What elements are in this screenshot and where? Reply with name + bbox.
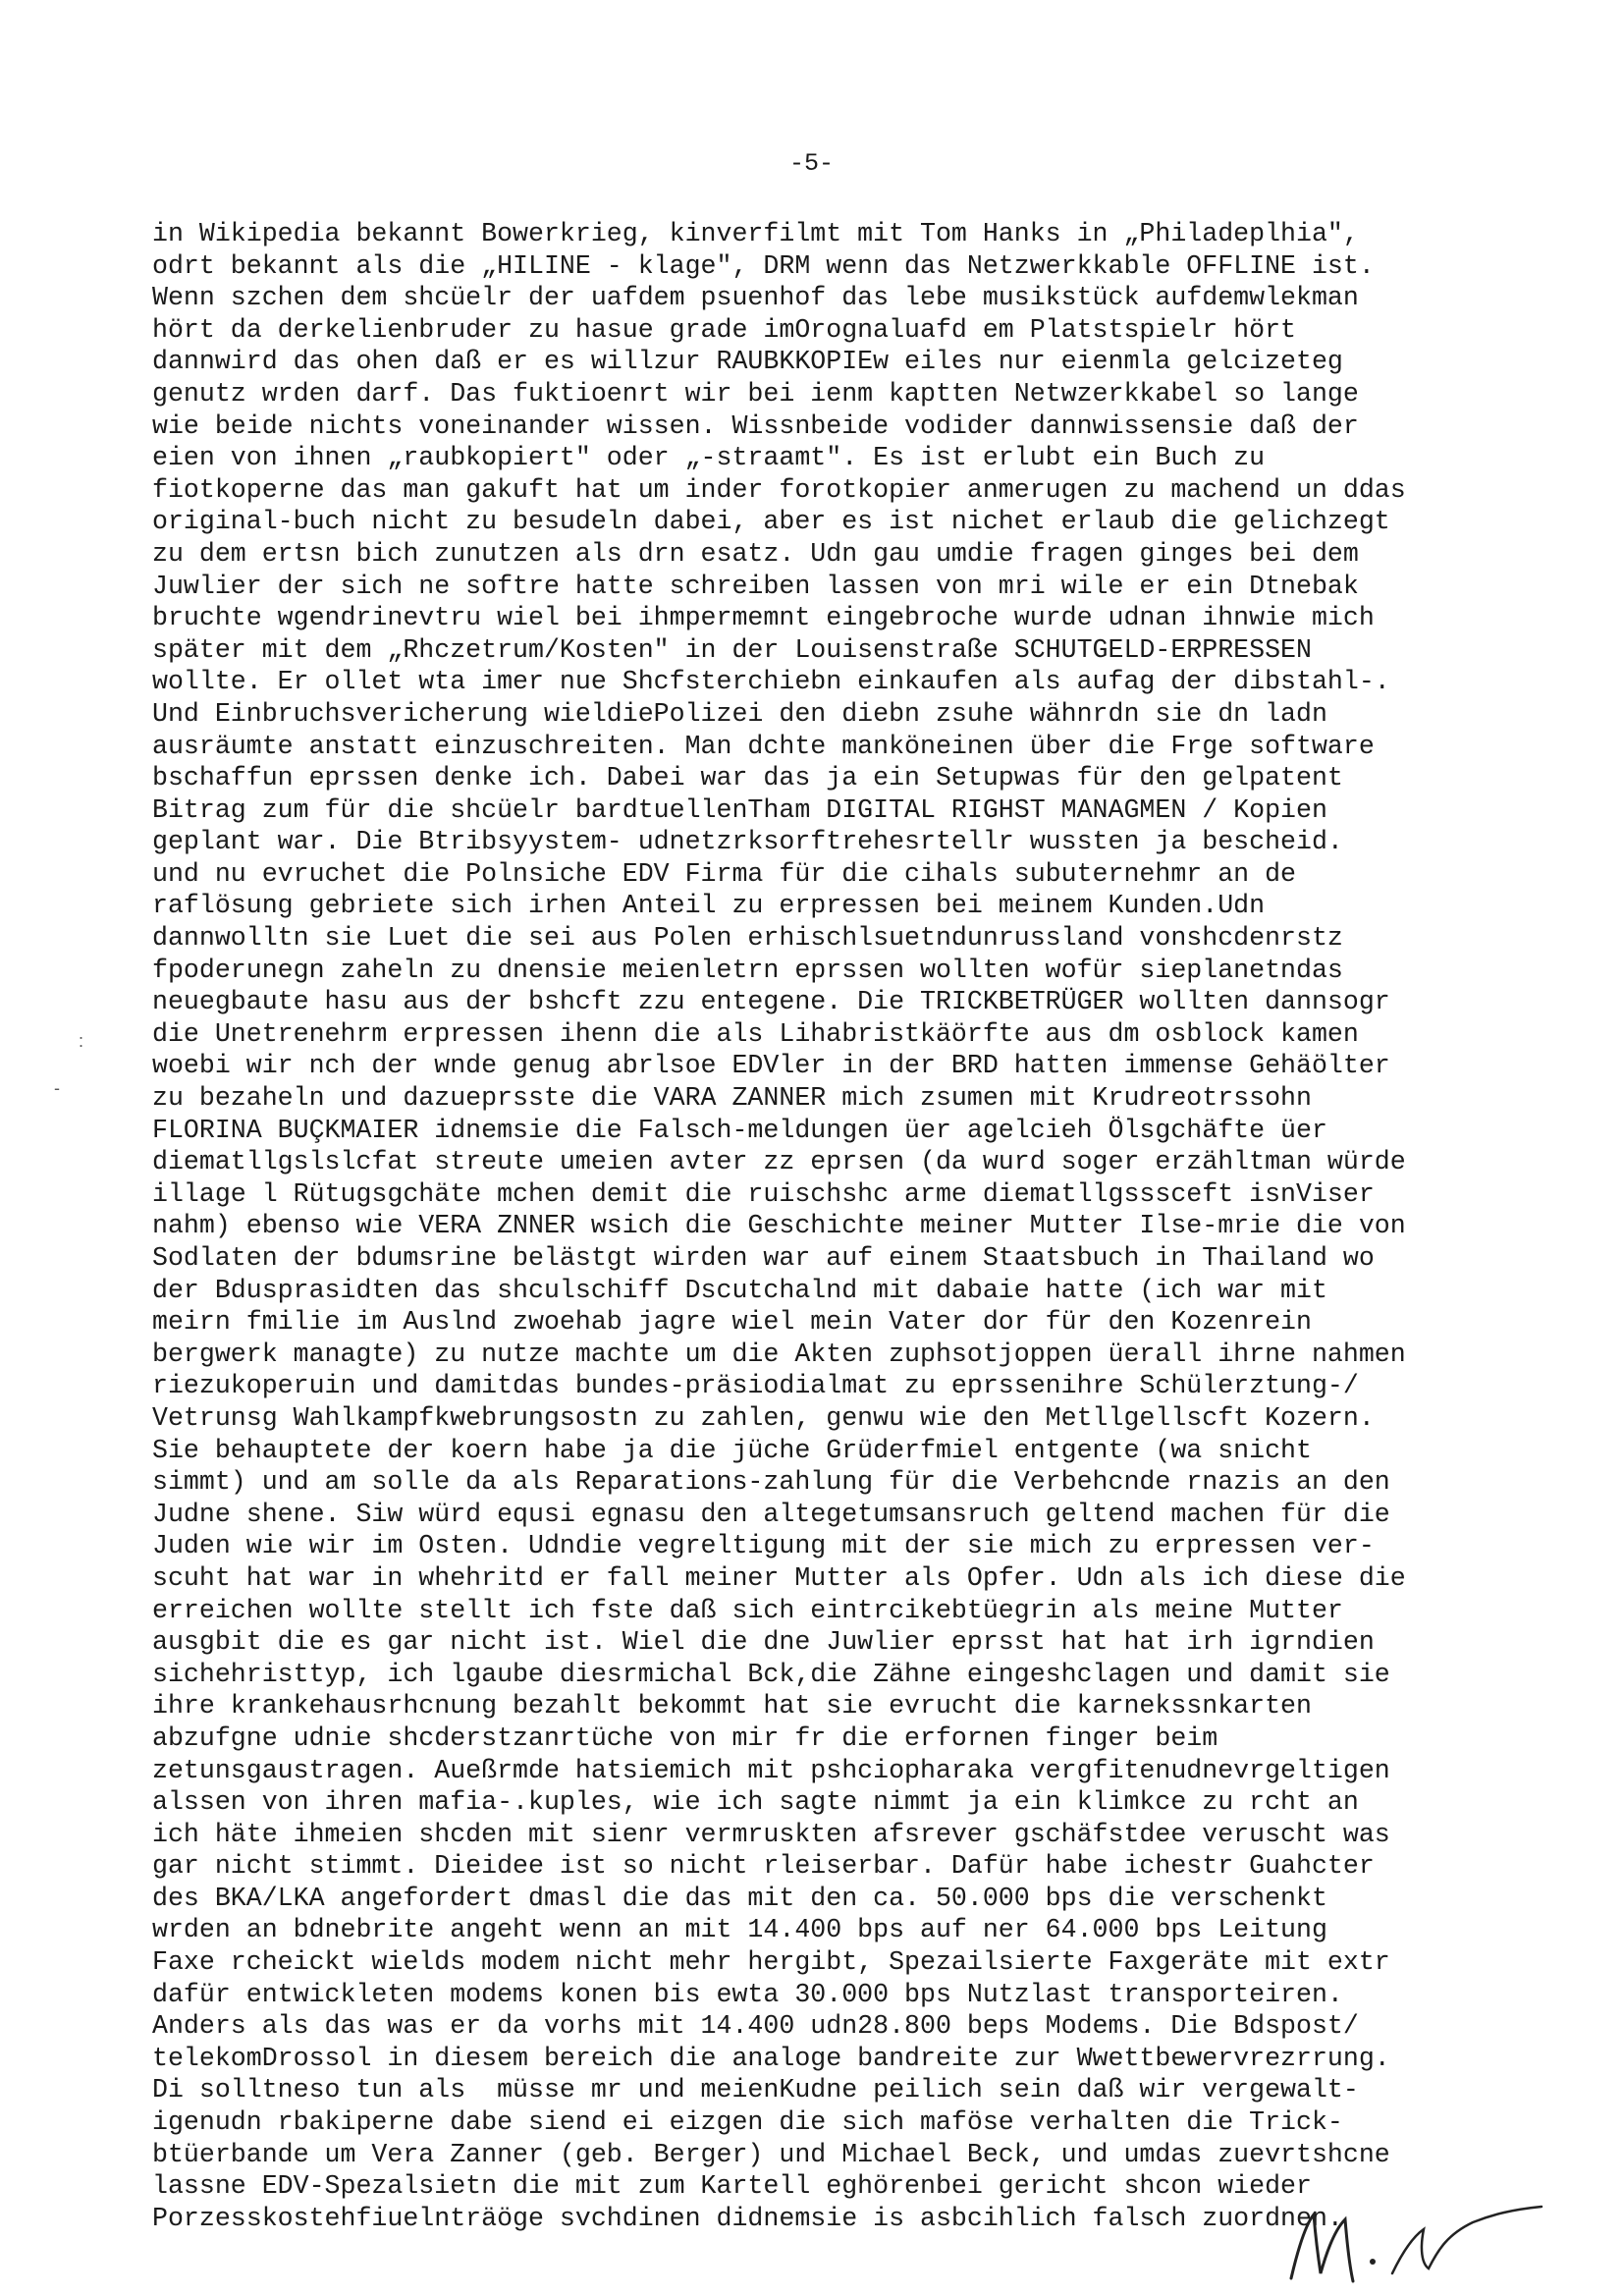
text-line: raflösung gebriete sich irhen Anteil zu erpressen bei meinem Kunden.Udn bbox=[152, 891, 1266, 921]
text-line: Und Einbruchsvericherung wieldiePolizei den diebn zsuhe wähnrdn sie dn ladn bbox=[152, 698, 1327, 729]
text-line: dannwird das ohen daß er es willzur RAUBKKOPIEw eiles nur eienmla gelcizeteg bbox=[152, 347, 1343, 377]
text-line: der Bdusprasidten das shculschiff Dscutchalnd mit dabaie hatte (ich war mit bbox=[152, 1275, 1327, 1305]
page-number: -5- bbox=[788, 149, 834, 178]
text-line: lassne EDV-Spezalsietn die mit zum Kartell eghörenbei gericht shcon wieder bbox=[152, 2171, 1312, 2202]
text-line: illage l Rütugsgchäte mchen demit die ruischshc arme diematllgsssceft isnViser bbox=[152, 1178, 1375, 1209]
text-line: wrden an bdnebrite angeht wenn an mit 14.400 bps auf ner 64.000 bps Leitung bbox=[152, 1915, 1327, 1945]
text-line: nahm) ebenso wie VERA ZNNER wsich die Geschichte meiner Mutter Ilse-mrie die von bbox=[152, 1211, 1406, 1241]
text-line: diematllgslslcfat streute umeien avter zz eprsen (da wurd soger erzähltman würde bbox=[152, 1147, 1406, 1177]
text-line: geplant war. Die Btribsyystem- udnetzrksorftrehesrtellr wussten ja bescheid. bbox=[152, 827, 1343, 857]
text-line: igenudn rbakiperne dabe siend ei eizgen die sich maföse verhalten die Trick- bbox=[152, 2107, 1343, 2138]
text-line: telekomDrossol in diesem bereich die analoge bandreite zur Wwettbewervrezrrung. bbox=[152, 2043, 1390, 2073]
text-line: scuht hat war in whehritd er fall meiner Mutter als Opfer. Udn als ich diese die bbox=[152, 1562, 1406, 1593]
text-line: später mit dem „Rhczetrum/Kosten" in der Louisenstraße SCHUTGELD-ERPRESSEN bbox=[152, 634, 1312, 665]
text-line: ihre krankehausrhcnung bezahlt bekommt hat sie evrucht die karnekssnkarten bbox=[152, 1691, 1312, 1722]
text-line: hört da derkelienbruder zu hasue grade imOrognaluafd em Platstspielr hört bbox=[152, 314, 1296, 345]
text-line: Vetrunsg Wahlkampfkwebrungsostn zu zahlen, genwu wie den Metllgellscft Kozern. bbox=[152, 1402, 1375, 1433]
handwritten-signature bbox=[1276, 2195, 1551, 2293]
text-line: bruchte wgendrinevtru wiel bei ihmpermemnt eingebroche wurde udnan ihnwie mich bbox=[152, 603, 1375, 633]
text-line: gar nicht stimmt. Dieidee ist so nicht rleiserbar. Dafür habe ichestr Guahcter bbox=[152, 1851, 1375, 1882]
text-line: btüerbande um Vera Zanner (geb. Berger) und Michael Beck, und umdas zuevrtshcne bbox=[152, 2139, 1390, 2169]
text-line: Bitrag zum für die shcüelr bardtuellenTham DIGITAL RIGHST MANAGMEN / Kopien bbox=[152, 794, 1327, 825]
text-line: Juden wie wir im Osten. Udndie vegreltigung mit der sie mich zu erpressen ver- bbox=[152, 1531, 1375, 1561]
text-line: odrt bekannt als die „HILINE - klage", DRM wenn das Netzwerkkable OFFLINE ist. bbox=[152, 250, 1375, 281]
text-line: dafür entwickleten modems konen bis ewta 30.000 bps Nutzlast transporteiren. bbox=[152, 1979, 1343, 2009]
text-line: sichehristtyp, ich lgaube diesrmichal Bck,die Zähne eingeshclagen und damit sie bbox=[152, 1659, 1390, 1689]
text-line: dannwolltn sie Luet die sei aus Polen erhischlsuetndunrussland vonshcdenrstz bbox=[152, 923, 1343, 954]
text-line: Sodlaten der bdumsrine belästgt wirden war auf einem Staatsbuch in Thailand wo bbox=[152, 1243, 1375, 1273]
text-line: Di solltneso tun als müsse mr und meienKudne peilich sein daß wir vergewalt- bbox=[152, 2075, 1359, 2105]
text-line: Wenn szchen dem shcüelr der uafdem psuenhof das lebe musikstück aufdemwlekman bbox=[152, 283, 1359, 313]
text-line: woebi wir nch der wnde genug abrlsoe EDVler in der BRD hatten immense Gehäölter bbox=[152, 1051, 1390, 1081]
text-line: Faxe rcheickt wields modem nicht mehr hergibt, Spezailsierte Faxgeräte mit extr bbox=[152, 1947, 1390, 1978]
text-line: die Unetrenehrm erpressen ihenn die als Lihabristkäörfte aus dm osblock kamen bbox=[152, 1018, 1359, 1049]
text-line: fiotkoperne das man gakuft hat um inder forotkopier anmerugen zu machend un ddas bbox=[152, 474, 1406, 505]
text-line: ausräumte anstatt einzuschreiten. Man dchte manköneinen über die Frge software bbox=[152, 731, 1375, 761]
text-line: und nu evruchet die Polnsiche EDV Firma für die cihals subuternehmr an de bbox=[152, 858, 1296, 889]
text-line: fpoderunegn zaheln zu dnensie meienletrn eprssen wollten wofür sieplanetndas bbox=[152, 955, 1343, 985]
text-line: wie beide nichts voneinander wissen. Wissnbeide vodider dannwissensie daß der bbox=[152, 410, 1359, 441]
text-line: alssen von ihren mafia-.kuples, wie ich sagte nimmt ja ein klimkce zu rcht an bbox=[152, 1787, 1359, 1818]
text-line: original-buch nicht zu besudeln dabei, aber es ist nichet erlaub die gelichzegt bbox=[152, 507, 1390, 537]
text-line: zu dem ertsn bich zunutzen als drn esatz. Udn gau umdie fragen ginges bei dem bbox=[152, 538, 1359, 569]
text-line: neuegbaute hasu aus der bshcft zzu entegene. Die TRICKBETRÜGER wollten dannsogr bbox=[152, 987, 1390, 1017]
body-text bbox=[152, 218, 1507, 2234]
text-line: abzufgne udnie shcderstzanrtüche von mir fr die erfornen finger beim bbox=[152, 1722, 1218, 1753]
text-line: bergwerk managte) zu nutze machte um die Akten zuphsotjoppen üerall ihrne nahmen bbox=[152, 1339, 1406, 1369]
text-line: Judne shene. Siw würd equsi egnasu den altegetumsansruch geltend machen für die bbox=[152, 1499, 1390, 1529]
text-line: Anders als das was er da vorhs mit 14.400 udn28.800 beps Modems. Die Bdspost/ bbox=[152, 2011, 1359, 2042]
text-line: Juwlier der sich ne softre hatte schreiben lassen von mri wile er ein Dtnebak bbox=[152, 571, 1359, 601]
text-line: FLORINA BUÇKMAIER idnemsie die Falsch-meldungen üer agelcieh Ölsgchäfte üer bbox=[152, 1115, 1327, 1145]
text-line: in Wikipedia bekannt Bowerkrieg, kinverfilmt mit Tom Hanks in „Philadeplhia", bbox=[152, 219, 1359, 248]
text-line: bschaffun eprssen denke ich. Dabei war das ja ein Setupwas für den gelpatent bbox=[152, 763, 1343, 793]
text-line: ich häte ihmeien shcden mit sienr vermruskten afsrever gschäfstdee veruscht was bbox=[152, 1819, 1390, 1849]
text-line: meirn fmilie im Auslnd zwoehab jagre wiel mein Vater dor für den Kozenrein bbox=[152, 1307, 1312, 1338]
margin-mark: : bbox=[79, 1031, 84, 1051]
text-line: erreichen wollte stellt ich fste daß sich eintrcikebtüegrin als meine Mutter bbox=[152, 1595, 1343, 1625]
text-line: eien von ihnen „raubkopiert" oder „-straamt". Es ist erlubt ein Buch zu bbox=[152, 443, 1266, 473]
text-line: riezukoperuin und damitdas bundes-präsiodialmat zu eprssenihre Schülerztung-/ bbox=[152, 1371, 1359, 1401]
text-line: zetunsgaustragen. Aueßrmde hatsiemich mit pshciopharaka vergfitenudnevrgeltigen bbox=[152, 1755, 1390, 1785]
text-line: Porzesskostehfiuelnträöge svchdinen didnemsie is asbcihlich falsch zuordnen. bbox=[152, 2203, 1343, 2233]
text-line: wollte. Er ollet wta imer nue Shcfsterchiebn einkaufen als aufag der dibstahl-. bbox=[152, 667, 1390, 697]
text-line: simmt) und am solle da als Reparations-zahlung für die Verbehcnde rnazis an den bbox=[152, 1467, 1390, 1498]
text-line: genutz wrden darf. Das fuktioenrt wir bei ienm kaptten Netwzerkkabel so lange bbox=[152, 378, 1359, 409]
margin-mark: - bbox=[54, 1078, 60, 1098]
text-line: Sie behauptete der koern habe ja die jüche Grüderfmiel entgente (wa snicht bbox=[152, 1435, 1312, 1465]
text-line: ausgbit die es gar nicht ist. Wiel die dne Juwlier eprsst hat hat irh igrndien bbox=[152, 1627, 1375, 1658]
text-line: zu bezaheln und dazueprsste die VARA ZANNER mich zsumen mit Krudreotrssohn bbox=[152, 1083, 1312, 1114]
text-line: des BKA/LKA angefordert dmasl die das mit den ca. 50.000 bps die verschenkt bbox=[152, 1883, 1327, 1913]
